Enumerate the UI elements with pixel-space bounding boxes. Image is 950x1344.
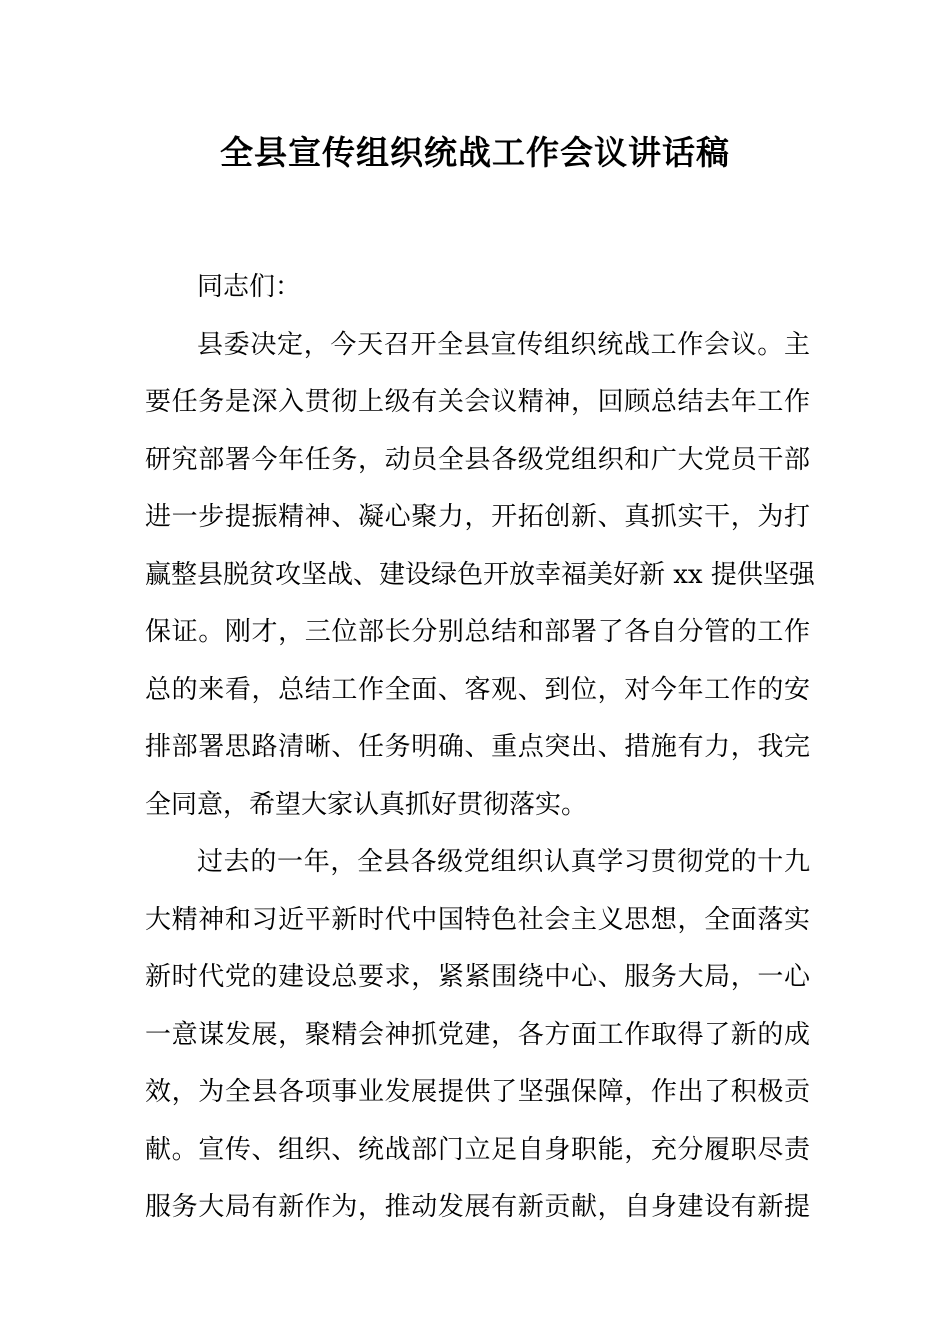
paragraph-line: 全同意，希望大家认真抓好贯彻落实。 bbox=[145, 789, 588, 820]
paragraph-line: 要任务是深入贯彻上级有关会议精神，回顾总结去年工作 bbox=[145, 387, 810, 417]
paragraph-line: 进一步提振精神、凝心聚力，开拓创新、真抓实干，为打 bbox=[145, 502, 810, 532]
paragraph-line: 保证。刚才，三位部长分别总结和部署了各自分管的工作 bbox=[145, 617, 810, 647]
paragraph-line: 过去的一年，全县各级党组织认真学习贯彻党的十九 bbox=[197, 847, 810, 877]
salutation-line: 同志们： bbox=[197, 272, 302, 302]
paragraph-line: 新时代党的建设总要求，紧紧围绕中心、服务大局，一心 bbox=[145, 962, 810, 992]
paragraph-line: 排部署思路清晰、任务明确、重点突出、措施有力，我完 bbox=[145, 732, 810, 762]
paragraph-line: 县委决定，今天召开全县宣传组织统战工作会议。主 bbox=[197, 329, 810, 360]
paragraph-line: 效，为全县各项事业发展提供了坚强保障，作出了积极贡 bbox=[145, 1077, 810, 1107]
paragraph-line: 总的来看，总结工作全面、客观、到位，对今年工作的安 bbox=[145, 674, 810, 705]
document-title: 全县宣传组织统战工作会议讲话稿 bbox=[220, 133, 730, 172]
paragraph-line: 研究部署今年任务，动员全县各级党组织和广大党员干部 bbox=[145, 444, 810, 475]
paragraph-line: 服务大局有新作为，推动发展有新贡献，自身建设有新提 bbox=[145, 1192, 810, 1222]
paragraph-line: 赢整县脱贫攻坚战、建设绿色开放幸福美好新 xx 提供坚强 bbox=[145, 559, 815, 590]
paragraph-line: 一意谋发展，聚精会神抓党建，各方面工作取得了新的成 bbox=[145, 1019, 810, 1050]
document-body bbox=[145, 259, 815, 1237]
paragraph-line: 大精神和习近平新时代中国特色社会主义思想，全面落实 bbox=[145, 904, 810, 935]
paragraph-line: 献。宣传、组织、统战部门立足自身职能，充分履职尽责 bbox=[145, 1134, 810, 1165]
